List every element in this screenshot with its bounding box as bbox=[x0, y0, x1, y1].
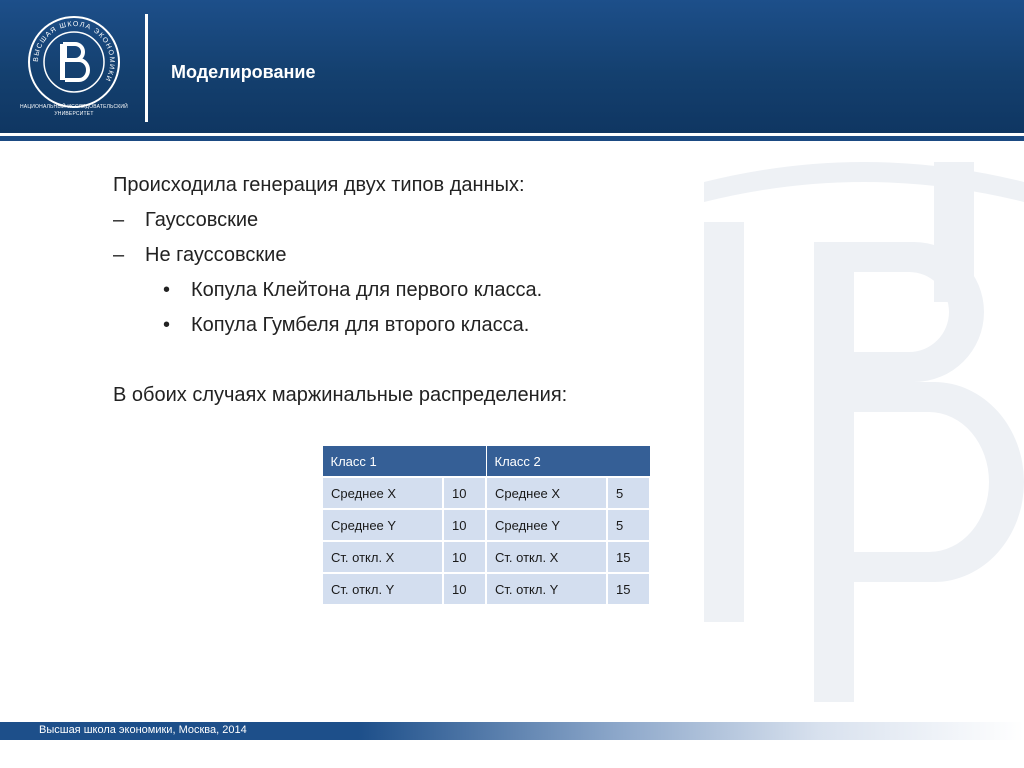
slide-body bbox=[113, 168, 813, 413]
header-underline bbox=[0, 136, 1024, 141]
table-row bbox=[322, 573, 650, 605]
conclusion-text: В обоих случаях маржинальные распределения: bbox=[113, 384, 568, 406]
table-cell: 10 bbox=[443, 509, 486, 541]
list-item bbox=[113, 203, 813, 238]
table-header-class-1: Класс 1 bbox=[322, 446, 486, 478]
table-row bbox=[322, 509, 650, 541]
table-cell: 15 bbox=[607, 573, 650, 605]
table-cell: Ст. откл. X bbox=[322, 541, 443, 573]
slide-footer bbox=[0, 722, 1024, 740]
table-cell: 5 bbox=[607, 509, 650, 541]
header-divider bbox=[145, 14, 148, 122]
table-cell: Среднее Y bbox=[322, 509, 443, 541]
sub-list-item-text: Копула Клейтона для первого класса. bbox=[191, 279, 543, 301]
table-cell: 15 bbox=[607, 541, 650, 573]
logo-ring-text: ВЫСШАЯ ШКОЛА ЭКОНОМИКИ bbox=[32, 20, 116, 83]
slide-title: Моделирование bbox=[171, 62, 316, 82]
list-item-text: Гауссовские bbox=[145, 209, 259, 231]
table-cell: Среднее X bbox=[322, 477, 443, 509]
table-cell: Ст. откл. X bbox=[486, 541, 607, 573]
logo-caption: НАЦИОНАЛЬНЫЙ ИССЛЕДОВАТЕЛЬСКИЙ УНИВЕРСИТЕТ bbox=[20, 104, 128, 117]
intro-text: Происходила генерация двух типов данных: bbox=[113, 174, 525, 196]
hse-logo-icon bbox=[26, 14, 122, 110]
table-cell: 10 bbox=[443, 573, 486, 605]
table-cell: Ст. откл. Y bbox=[322, 573, 443, 605]
footer-text: Высшая школа экономики, Москва, 2014 bbox=[39, 724, 247, 736]
marginal-distributions-table bbox=[321, 445, 651, 606]
sub-list-item bbox=[113, 308, 813, 343]
table-cell: Ст. откл. Y bbox=[486, 573, 607, 605]
dash-marker: – bbox=[113, 209, 125, 231]
table-row bbox=[322, 477, 650, 509]
table-cell: 5 bbox=[607, 477, 650, 509]
bullet-marker: • bbox=[163, 279, 171, 301]
table-cell: 10 bbox=[443, 541, 486, 573]
table-header-class-2: Класс 2 bbox=[486, 446, 650, 478]
spacer bbox=[113, 343, 813, 378]
table-cell: Среднее Y bbox=[486, 509, 607, 541]
sub-list-item-text: Копула Гумбеля для второго класса. bbox=[191, 314, 530, 336]
list-item-text: Не гауссовские bbox=[145, 244, 287, 266]
table-cell: Среднее X bbox=[486, 477, 607, 509]
list-item bbox=[113, 238, 813, 273]
table-cell: 10 bbox=[443, 477, 486, 509]
sub-list-item bbox=[113, 273, 813, 308]
table-header-row bbox=[322, 446, 650, 478]
slide-header bbox=[0, 0, 1024, 133]
bullet-marker: • bbox=[163, 314, 171, 336]
dash-marker: – bbox=[113, 244, 125, 266]
table-row bbox=[322, 541, 650, 573]
